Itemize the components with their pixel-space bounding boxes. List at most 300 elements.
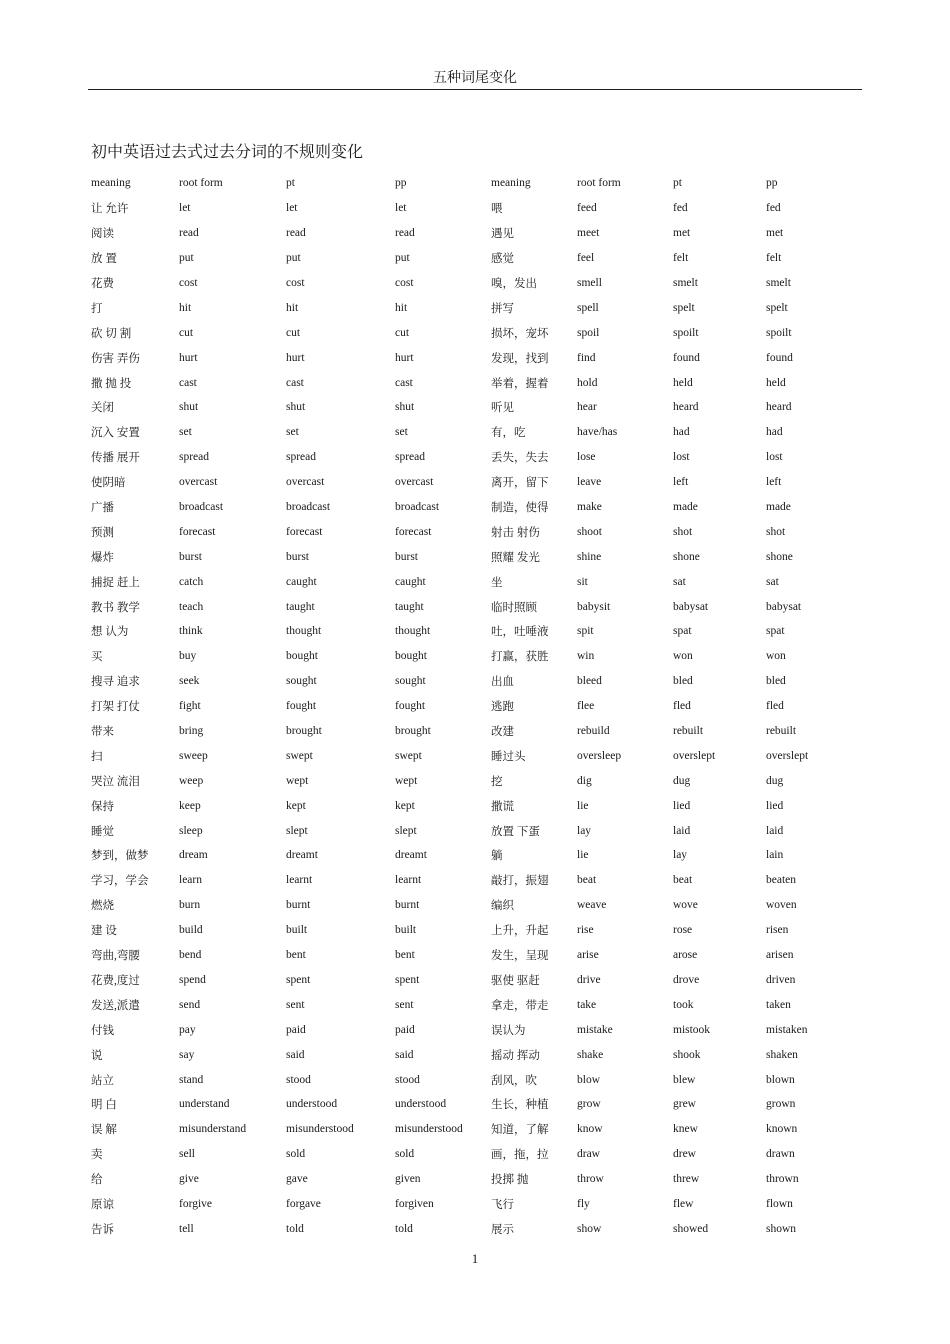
root-form-cell: spell (577, 301, 599, 314)
pp-cell: put (395, 252, 410, 265)
meaning-cell: 捕捉 赶上 (91, 576, 140, 589)
root-form-cell: spend (179, 973, 206, 986)
pp-cell: swept (395, 749, 422, 762)
root-form-cell: cut (179, 326, 194, 339)
pp-cell: paid (395, 1023, 415, 1036)
pt-cell: found (673, 351, 700, 364)
root-form-cell: arise (577, 949, 599, 962)
meaning-cell: 射击 射伤 (491, 526, 540, 539)
pt-cell: gave (286, 1173, 308, 1186)
root-form-cell: feel (577, 252, 595, 265)
root-form-cell: rebuild (577, 725, 610, 738)
root-form-cell: weep (179, 774, 204, 787)
pp-cell: lost (766, 451, 783, 464)
pt-cell: wept (286, 774, 309, 787)
pp-cell: shown (766, 1222, 797, 1235)
pp-cell: mistaken (766, 1023, 808, 1036)
pp-cell: cut (395, 326, 410, 339)
root-form-cell: broadcast (179, 501, 224, 514)
pp-cell: stood (395, 1073, 420, 1086)
pp-cell: sat (766, 575, 779, 588)
pt-cell: fought (286, 700, 317, 713)
root-form-cell: lose (577, 451, 596, 464)
pp-cell: thought (395, 625, 431, 638)
pt-cell: forgave (286, 1197, 321, 1210)
meaning-cell: 教书 教学 (91, 601, 140, 614)
root-form-cell: tell (179, 1222, 194, 1235)
table-row (91, 271, 861, 296)
table-row (91, 221, 861, 246)
table-row (91, 1117, 861, 1142)
pp-cell: fought (395, 700, 426, 713)
pp-cell: spoilt (766, 326, 792, 339)
meaning-cell: 摇动 挥动 (491, 1049, 540, 1062)
meaning-cell: 丢失，失去 (491, 452, 549, 465)
table-row (91, 519, 861, 544)
root-form-cell: shut (179, 401, 199, 414)
pt-cell: blew (673, 1073, 696, 1086)
root-form-cell: mistake (577, 1023, 613, 1036)
meaning-cell: 爆炸 (91, 551, 114, 564)
pt-cell: sold (286, 1148, 306, 1161)
pp-cell: spelt (766, 301, 788, 314)
pt-cell: shut (286, 401, 306, 414)
pt-cell: rose (673, 924, 693, 937)
root-form-cell: teach (179, 600, 204, 613)
root-form-cell: lie (577, 799, 589, 812)
meaning-cell: 展示 (491, 1223, 514, 1236)
root-form-cell: blow (577, 1073, 600, 1086)
root-form-cell: hold (577, 376, 598, 389)
meaning-cell: 编织 (491, 900, 514, 913)
root-form-cell: hear (577, 401, 597, 414)
pt-cell: met (673, 227, 691, 240)
pp-cell: slept (395, 824, 417, 837)
column-header: pp (395, 177, 407, 190)
meaning-cell: 预测 (91, 526, 114, 539)
table-row (91, 743, 861, 768)
pt-cell: understood (286, 1098, 338, 1111)
root-form-cell: cost (179, 277, 198, 289)
root-form-cell: misunderstand (179, 1123, 247, 1136)
pp-cell: driven (766, 973, 796, 986)
table-row (91, 818, 861, 843)
pt-cell: forecast (286, 525, 323, 538)
pt-cell: taught (286, 600, 315, 613)
meaning-cell: 感觉 (491, 253, 514, 266)
column-header: pp (766, 177, 778, 190)
root-form-cell: oversleep (577, 749, 622, 762)
root-form-cell: spoil (577, 326, 600, 339)
meaning-cell: 打 (91, 302, 103, 315)
column-header: root form (577, 177, 621, 190)
root-form-cell: smell (577, 277, 602, 289)
document-title: 初中英语过去式过去分词的不规则变化 (91, 144, 364, 161)
root-form-cell: understand (179, 1098, 230, 1111)
meaning-cell: 误 解 (91, 1124, 117, 1137)
root-form-cell: sleep (179, 824, 203, 837)
pp-cell: caught (395, 575, 426, 588)
meaning-cell: 误认为 (491, 1024, 526, 1037)
pt-cell: fed (673, 202, 688, 215)
table-row (91, 470, 861, 495)
pp-cell: given (395, 1173, 421, 1186)
root-form-cell: pay (179, 1023, 196, 1036)
pt-cell: showed (673, 1222, 709, 1235)
root-form-cell: set (179, 426, 192, 439)
pt-cell: fled (673, 700, 691, 713)
meaning-cell: 花费,度过 (91, 974, 140, 987)
pt-cell: overslept (673, 749, 716, 762)
pp-cell: burnt (395, 899, 420, 912)
pp-cell: found (766, 351, 793, 364)
pp-cell: said (395, 1048, 414, 1061)
pt-cell: dreamt (286, 849, 318, 862)
pt-cell: grew (673, 1098, 696, 1111)
root-form-cell: fly (577, 1197, 590, 1210)
pp-cell: broadcast (395, 501, 440, 514)
root-form-cell: build (179, 924, 203, 937)
table-row (91, 644, 861, 669)
root-form-cell: catch (179, 575, 204, 588)
pt-cell: won (673, 650, 693, 663)
root-form-cell: sweep (179, 749, 208, 762)
column-header: root form (179, 177, 223, 190)
page-number: 1 (471, 1251, 479, 1266)
root-form-cell: think (179, 625, 203, 638)
table-row (91, 246, 861, 271)
meaning-cell: 传播 展开 (91, 452, 140, 465)
pt-cell: beat (673, 874, 693, 887)
table-row (91, 1167, 861, 1192)
pt-cell: smelt (673, 277, 698, 289)
meaning-cell: 遇见 (491, 228, 514, 241)
meaning-cell: 梦到，做梦 (91, 850, 149, 863)
pp-cell: taught (395, 600, 424, 613)
meaning-cell: 花费 (91, 278, 114, 290)
root-form-cell: cast (179, 376, 197, 389)
root-form-cell: say (179, 1048, 195, 1061)
root-form-cell: burn (179, 899, 201, 912)
pt-cell: said (286, 1048, 305, 1061)
pp-cell: woven (766, 899, 797, 912)
table-row (91, 619, 861, 644)
pp-cell: risen (766, 924, 789, 937)
meaning-cell: 发现，找到 (491, 352, 549, 365)
running-header: 五种词尾变化 (433, 71, 517, 86)
pp-cell: told (395, 1222, 413, 1235)
root-form-cell: lie (577, 849, 589, 862)
pp-cell: overslept (766, 749, 809, 762)
meaning-cell: 关闭 (91, 402, 114, 415)
root-form-cell: shine (577, 550, 602, 563)
pt-cell: shone (673, 550, 700, 563)
pt-cell: cast (286, 376, 304, 389)
meaning-cell: 听见 (491, 402, 514, 415)
root-form-cell: overcast (179, 476, 218, 489)
table-row (91, 893, 861, 918)
pt-cell: mistook (673, 1023, 711, 1036)
pt-cell: drove (673, 973, 700, 986)
meaning-cell: 说 (91, 1049, 103, 1062)
meaning-cell: 飞行 (491, 1198, 514, 1211)
meaning-cell: 广播 (91, 502, 114, 515)
root-form-cell: have/has (577, 426, 618, 439)
pp-cell: shaken (766, 1048, 798, 1061)
pp-cell: blown (766, 1073, 795, 1086)
pt-cell: burnt (286, 899, 311, 912)
pp-cell: wept (395, 774, 418, 787)
pt-cell: cut (286, 326, 301, 339)
root-form-cell: keep (179, 799, 201, 812)
pp-cell: cast (395, 376, 413, 389)
table-row (91, 1142, 861, 1167)
table-row (91, 445, 861, 470)
root-form-cell: spread (179, 451, 210, 464)
pt-cell: wove (673, 899, 698, 912)
pt-cell: burst (286, 550, 309, 563)
pp-cell: kept (395, 799, 415, 812)
meaning-cell: 知道，了解 (491, 1124, 549, 1137)
meaning-cell: 给 (91, 1174, 103, 1187)
pt-cell: arose (673, 949, 698, 962)
pp-cell: lied (766, 799, 784, 812)
root-form-cell: leave (577, 476, 602, 489)
root-form-cell: read (179, 227, 199, 240)
pp-cell: fled (766, 700, 784, 713)
column-header: meaning (491, 177, 531, 190)
meaning-cell: 保持 (91, 800, 114, 813)
pp-cell: understood (395, 1098, 447, 1111)
column-header: pt (673, 177, 682, 190)
pp-cell: bent (395, 949, 415, 962)
table-row (91, 495, 861, 520)
pt-cell: hurt (286, 351, 305, 364)
root-form-cell: seek (179, 675, 200, 688)
pt-cell: slept (286, 824, 308, 837)
meaning-cell: 卖 (91, 1149, 103, 1162)
pp-cell: beaten (766, 874, 797, 887)
pp-cell: shut (395, 401, 415, 414)
pt-cell: sat (673, 575, 686, 588)
meaning-cell: 原谅 (91, 1198, 114, 1211)
pp-cell: forgiven (395, 1197, 434, 1210)
pp-cell: set (395, 426, 408, 439)
pp-cell: laid (766, 824, 784, 837)
column-header: pt (286, 177, 295, 190)
pp-cell: left (766, 476, 782, 489)
table-row (91, 569, 861, 594)
root-form-cell: sit (577, 575, 588, 588)
table-row (91, 420, 861, 445)
root-form-cell: spit (577, 625, 594, 638)
meaning-cell: 损坏，宠坏 (491, 327, 549, 340)
table-row (91, 918, 861, 943)
pt-cell: overcast (286, 476, 325, 489)
meaning-cell: 临时照顾 (491, 601, 537, 614)
pp-cell: brought (395, 725, 431, 738)
pt-cell: thought (286, 625, 322, 638)
pt-cell: dug (673, 774, 691, 787)
meaning-cell: 逃跑 (491, 701, 514, 714)
pp-cell: spread (395, 451, 426, 464)
root-form-cell: dig (577, 774, 592, 787)
table-row (91, 868, 861, 893)
pp-cell: thrown (766, 1173, 799, 1186)
pp-cell: drawn (766, 1148, 795, 1161)
table-row (91, 1067, 861, 1092)
root-form-cell: give (179, 1173, 199, 1186)
pp-cell: babysat (766, 600, 802, 613)
pp-cell: bought (395, 650, 427, 663)
pp-cell: spent (395, 973, 420, 986)
table-row (91, 1192, 861, 1217)
pt-cell: shot (673, 525, 693, 538)
pp-cell: cost (395, 277, 414, 289)
meaning-cell: 睡觉 (91, 825, 114, 838)
pt-cell: spoilt (673, 326, 699, 339)
pt-cell: spent (286, 973, 311, 986)
meaning-cell: 发送,派遣 (91, 999, 140, 1012)
meaning-cell: 弯曲,弯腰 (91, 950, 140, 963)
root-form-cell: feed (577, 202, 597, 215)
irregular-verb-table (91, 171, 861, 1241)
table-row (91, 793, 861, 818)
pt-cell: put (286, 252, 301, 265)
pt-cell: spat (673, 625, 692, 638)
pt-cell: sent (286, 998, 305, 1011)
meaning-cell: 打赢，获胜 (491, 651, 549, 664)
pp-cell: rebuilt (766, 725, 797, 738)
pt-cell: paid (286, 1023, 306, 1036)
pt-cell: brought (286, 725, 322, 738)
pt-cell: bought (286, 650, 318, 663)
meaning-cell: 敲打，振翅 (491, 875, 549, 888)
pp-cell: held (766, 376, 786, 389)
meaning-cell: 投掷 抛 (491, 1174, 529, 1187)
pp-cell: sought (395, 675, 426, 688)
root-form-cell: find (577, 351, 596, 364)
pt-cell: shook (673, 1048, 701, 1061)
root-form-cell: forecast (179, 525, 216, 538)
meaning-cell: 买 (91, 651, 103, 664)
pt-cell: rebuilt (673, 725, 704, 738)
pp-cell: shot (766, 525, 786, 538)
root-form-cell: stand (179, 1073, 204, 1086)
table-row (91, 345, 861, 370)
pt-cell: bent (286, 949, 306, 962)
root-form-cell: draw (577, 1148, 600, 1161)
meaning-cell: 驱使 驱赶 (491, 974, 540, 987)
meaning-cell: 离开，留下 (491, 477, 549, 490)
root-form-cell: know (577, 1123, 603, 1136)
meaning-cell: 砍 切 割 (91, 327, 132, 340)
root-form-cell: grow (577, 1098, 601, 1111)
meaning-cell: 扫 (91, 750, 103, 763)
header-rule (88, 89, 862, 90)
meaning-cell: 生长，种植 (491, 1099, 549, 1112)
meaning-cell: 吐，吐唾液 (491, 626, 549, 639)
root-form-cell: show (577, 1222, 602, 1235)
meaning-cell: 睡过头 (491, 750, 526, 763)
meaning-cell: 嗅，发出 (491, 278, 537, 290)
pp-cell: learnt (395, 874, 422, 887)
root-form-cell: bring (179, 725, 204, 738)
meaning-cell: 付钱 (91, 1024, 114, 1037)
table-row (91, 544, 861, 569)
table-row (91, 719, 861, 744)
pp-cell: lain (766, 849, 784, 862)
root-form-cell: buy (179, 650, 197, 663)
pt-cell: let (286, 202, 298, 215)
root-form-cell: dream (179, 849, 208, 862)
meaning-cell: 有，吃 (491, 427, 526, 440)
pt-cell: drew (673, 1148, 696, 1161)
meaning-cell: 燃烧 (91, 900, 114, 913)
pp-cell: won (766, 650, 786, 663)
meaning-cell: 拿走，带走 (491, 999, 549, 1012)
meaning-cell: 学习，学会 (91, 875, 149, 888)
root-form-cell: sell (179, 1148, 195, 1161)
meaning-cell: 放置 下蛋 (491, 825, 540, 838)
root-form-cell: lay (577, 824, 592, 837)
meaning-cell: 举着，握着 (491, 377, 549, 390)
table-row (91, 196, 861, 221)
root-form-cell: bend (179, 949, 202, 962)
pt-cell: swept (286, 749, 313, 762)
pt-cell: made (673, 501, 698, 514)
meaning-cell: 让 允许 (91, 203, 129, 216)
meaning-cell: 制造，使得 (491, 502, 549, 515)
pt-cell: threw (673, 1173, 700, 1186)
root-form-cell: drive (577, 973, 601, 986)
table-row (91, 1017, 861, 1042)
root-form-cell: let (179, 202, 191, 215)
pt-cell: flew (673, 1197, 694, 1210)
table-row (91, 968, 861, 993)
meaning-cell: 出血 (491, 676, 514, 689)
meaning-cell: 拼写 (491, 302, 514, 315)
pp-cell: felt (766, 252, 782, 265)
pt-cell: kept (286, 799, 306, 812)
meaning-cell: 告诉 (91, 1223, 114, 1236)
verb-table-body (91, 171, 861, 1241)
table-row (91, 669, 861, 694)
table-row (91, 320, 861, 345)
pt-cell: set (286, 426, 299, 439)
pt-cell: sought (286, 675, 317, 688)
pp-cell: dug (766, 774, 784, 787)
root-form-cell: burst (179, 550, 202, 563)
pp-cell: burst (395, 550, 418, 563)
table-row (91, 395, 861, 420)
meaning-cell: 伤害 弄伤 (91, 352, 140, 365)
root-form-cell: learn (179, 874, 202, 887)
pt-cell: left (673, 476, 689, 489)
table-row (91, 768, 861, 793)
pt-cell: lay (673, 849, 688, 862)
pp-cell: fed (766, 202, 781, 215)
pp-cell: sent (395, 998, 414, 1011)
pp-cell: flown (766, 1197, 793, 1210)
table-row (91, 594, 861, 619)
root-form-cell: shoot (577, 525, 602, 538)
root-form-cell: babysit (577, 600, 611, 613)
root-form-cell: hit (179, 301, 192, 314)
pp-cell: grown (766, 1098, 796, 1111)
meaning-cell: 上升，升起 (491, 925, 549, 938)
pt-cell: hit (286, 301, 299, 314)
